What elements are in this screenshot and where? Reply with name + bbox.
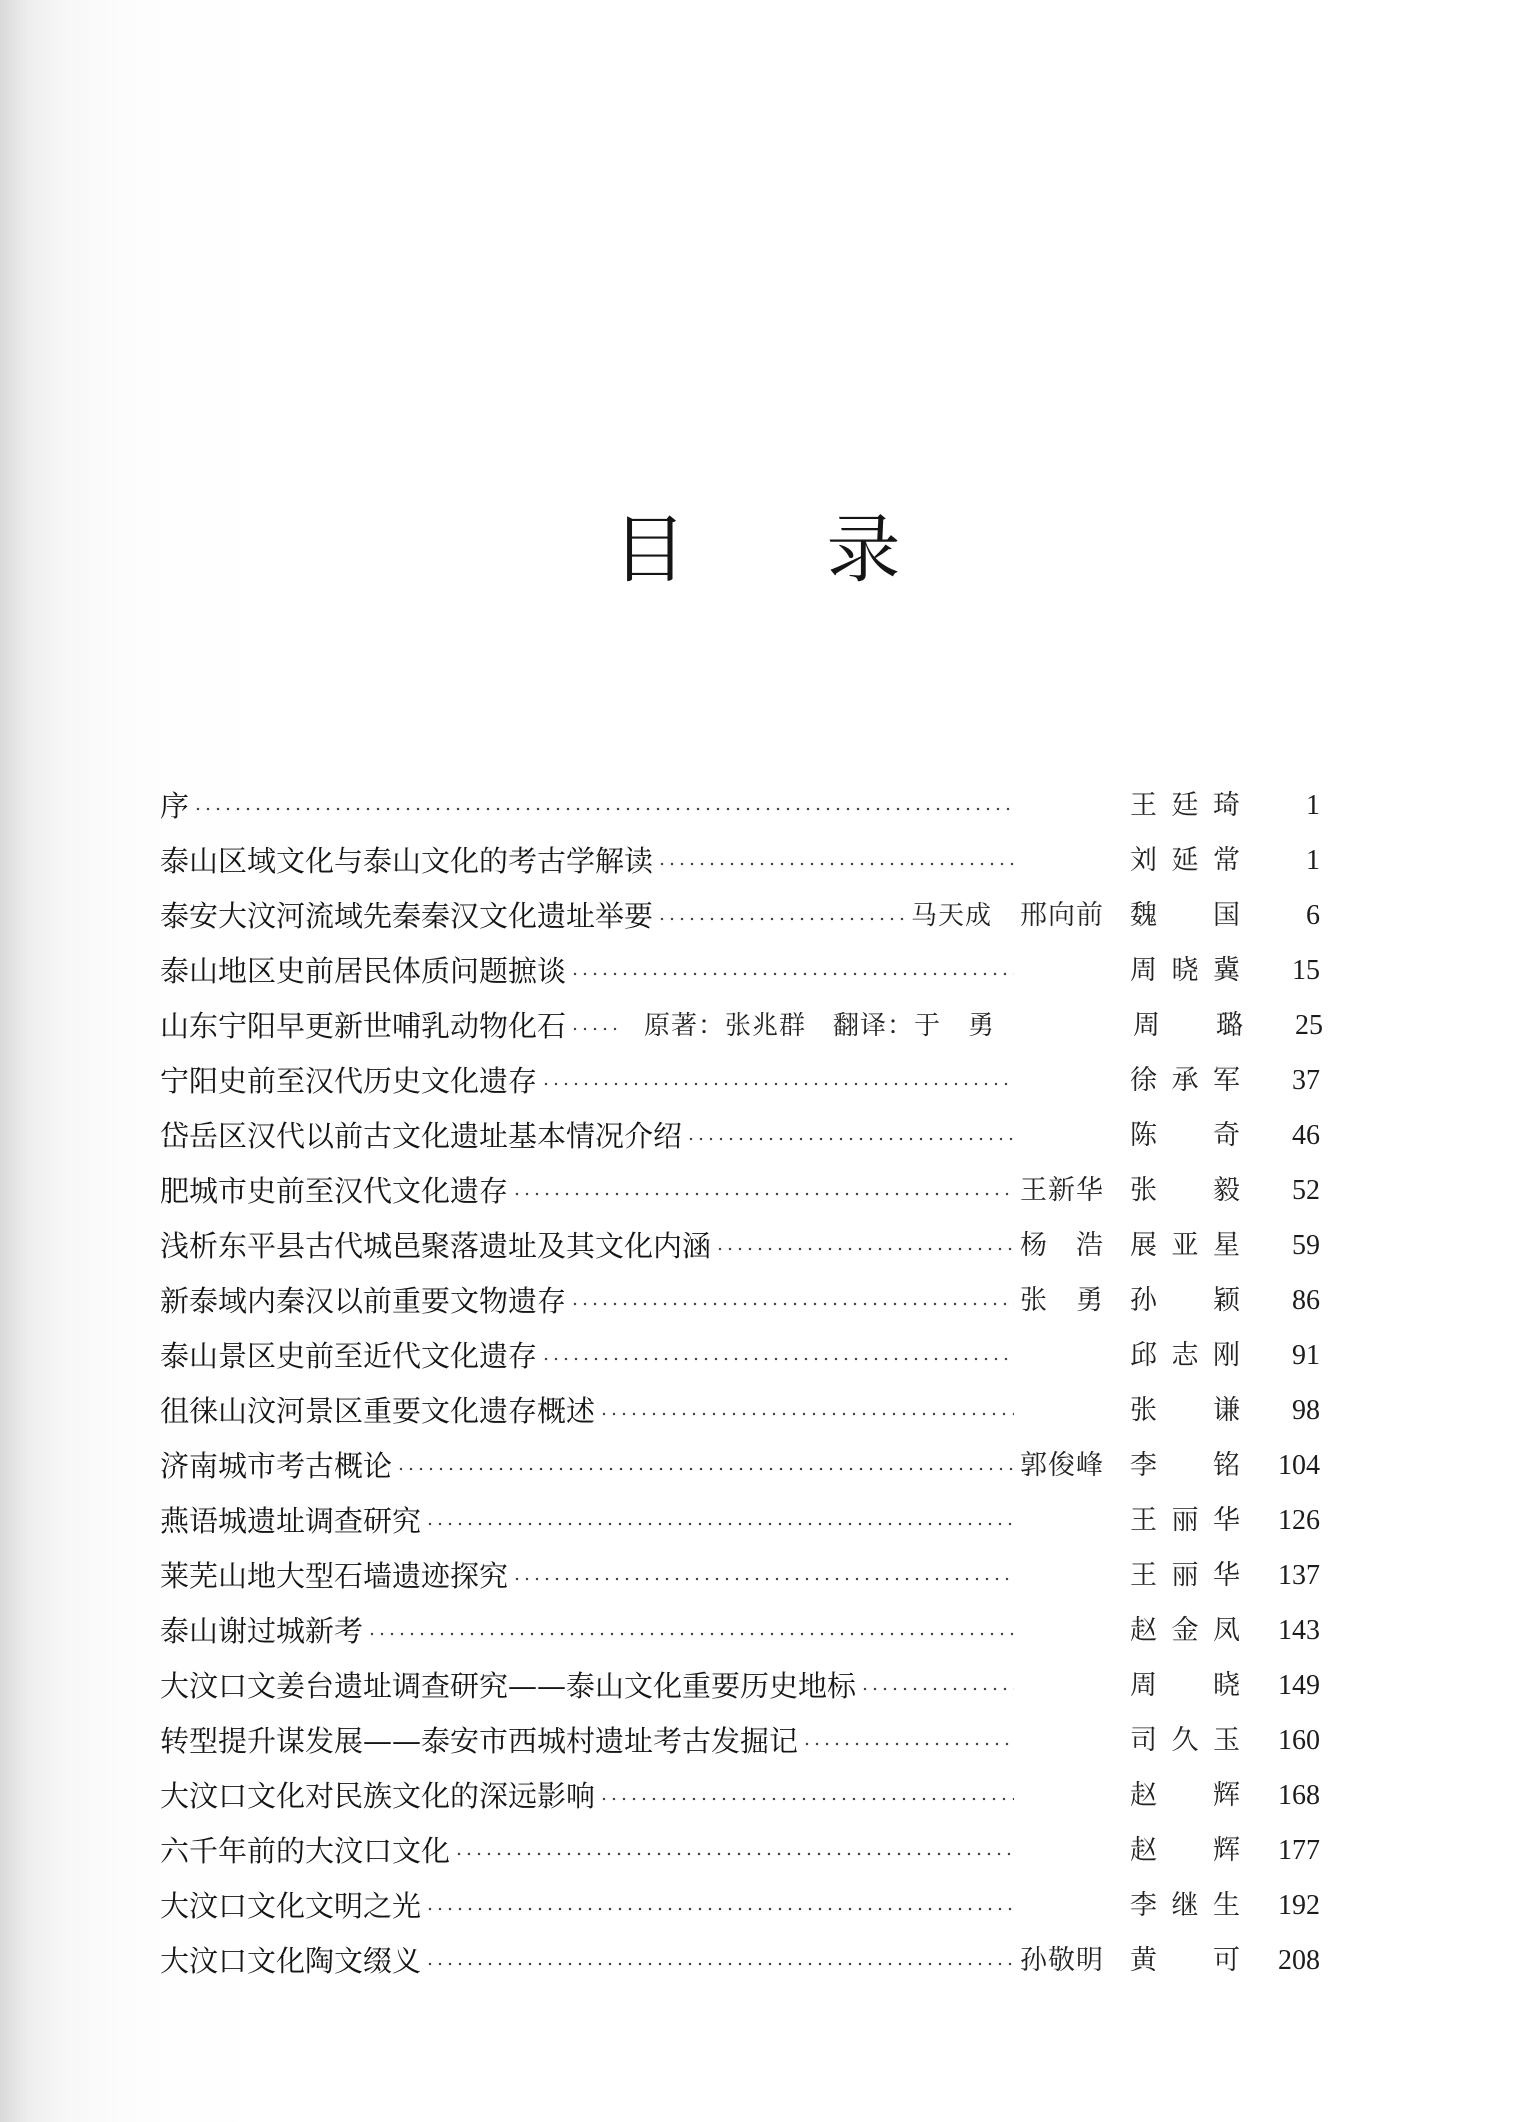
entry-second-author: 孙敬明 <box>1020 1944 1104 1976</box>
entry-page-number: 37 <box>1292 1064 1320 1096</box>
entry-page-number: 25 <box>1295 1009 1324 1041</box>
entry-author: 张 毅 <box>1130 1174 1240 1206</box>
leader-dots <box>512 1192 1014 1196</box>
table-of-contents <box>160 778 1324 1988</box>
entry-author: 李继生 <box>1130 1889 1240 1921</box>
entry-author: 王廷琦 <box>1130 789 1240 821</box>
entry-author: 展亚星 <box>1130 1229 1240 1261</box>
toc-entry <box>160 1163 1320 1218</box>
entry-title: 泰山地区史前居民体质问题摭谈 <box>160 953 567 988</box>
entry-author: 徐承军 <box>1130 1064 1240 1096</box>
entry-author: 邱志刚 <box>1130 1339 1240 1371</box>
entry-page-number: 98 <box>1292 1394 1320 1426</box>
entry-title: 莱芜山地大型石墙遗迹探究 <box>160 1558 509 1593</box>
toc-entry <box>160 833 1320 888</box>
toc-heading: 目录 <box>612 506 1041 593</box>
entry-title: 浅析东平县古代城邑聚落遗址及其文化内涵 <box>160 1228 712 1263</box>
entry-coauthor-note: 马天成 <box>910 900 992 931</box>
entry-title: 山东宁阳早更新世哺乳动物化石 <box>160 1008 567 1043</box>
entry-page-number: 46 <box>1292 1119 1320 1151</box>
entry-author: 陈 奇 <box>1130 1119 1240 1151</box>
entry-page-number: 1 <box>1306 844 1320 876</box>
entry-author: 周晓冀 <box>1130 954 1240 986</box>
entry-title: 大汶口文化文明之光 <box>160 1888 422 1923</box>
toc-entry <box>160 1658 1320 1713</box>
entry-page-number: 6 <box>1306 899 1320 931</box>
entry-author: 赵 辉 <box>1130 1779 1240 1811</box>
entry-page-number: 137 <box>1278 1559 1320 1591</box>
leader-dots <box>657 917 905 921</box>
toc-entry <box>160 1603 1320 1658</box>
entry-title: 大汶口文化陶文缀义 <box>160 1943 422 1978</box>
entry-second-author: 郭俊峰 <box>1020 1449 1104 1481</box>
entry-title: 岱岳区汉代以前古文化遗址基本情况介绍 <box>160 1118 683 1153</box>
entry-second-author: 王新华 <box>1020 1174 1104 1206</box>
entry-page-number: 59 <box>1292 1229 1320 1261</box>
entry-page-number: 208 <box>1278 1944 1320 1976</box>
entry-author: 李 铭 <box>1130 1449 1240 1481</box>
leader-dots <box>802 1742 1014 1746</box>
entry-page-number: 149 <box>1278 1669 1320 1701</box>
leader-dots <box>570 972 1014 976</box>
leader-dots <box>599 1797 1014 1801</box>
entry-title: 泰山景区史前至近代文化遗存 <box>160 1338 538 1373</box>
entry-title: 新泰域内秦汉以前重要文物遗存 <box>160 1283 567 1318</box>
toc-entry <box>160 1493 1320 1548</box>
entry-author: 王丽华 <box>1130 1504 1240 1536</box>
entry-title: 宁阳史前至汉代历史文化遗存 <box>160 1063 538 1098</box>
leader-dots <box>570 1302 1014 1306</box>
entry-title: 大汶口文姜台遗址调查研究——泰山文化重要历史地标 <box>160 1668 857 1703</box>
entry-author: 王丽华 <box>1130 1559 1240 1591</box>
entry-author: 周 晓 <box>1130 1669 1240 1701</box>
toc-entry <box>160 1548 1320 1603</box>
toc-entry <box>160 1218 1320 1273</box>
entry-page-number: 86 <box>1292 1284 1320 1316</box>
entry-title: 六千年前的大汶口文化 <box>160 1833 451 1868</box>
entry-author: 张 谦 <box>1130 1394 1240 1426</box>
leader-dots <box>396 1467 1014 1471</box>
leader-dots <box>570 1027 620 1031</box>
leader-dots <box>425 1962 1014 1966</box>
leader-dots <box>425 1907 1014 1911</box>
entry-page-number: 52 <box>1292 1174 1320 1206</box>
entry-coauthor-note: 原著：张兆群 翻译：于 勇 <box>644 1010 996 1041</box>
entry-author: 刘延常 <box>1130 844 1240 876</box>
entry-title: 泰山谢过城新考 <box>160 1613 364 1648</box>
entry-author: 孙 颖 <box>1130 1284 1240 1316</box>
entry-page-number: 168 <box>1278 1779 1320 1811</box>
leader-dots <box>657 862 1014 866</box>
entry-page-number: 104 <box>1278 1449 1320 1481</box>
toc-entry <box>160 1108 1320 1163</box>
entry-author: 黄 可 <box>1130 1944 1240 1976</box>
entry-page-number: 160 <box>1278 1724 1320 1756</box>
leader-dots <box>541 1357 1014 1361</box>
leader-dots <box>454 1852 1014 1856</box>
toc-entry <box>160 1438 1320 1493</box>
toc-entry <box>160 1383 1320 1438</box>
entry-title: 转型提升谋发展——泰安市西城村遗址考古发掘记 <box>160 1723 799 1758</box>
entry-page-number: 91 <box>1292 1339 1320 1371</box>
entry-page-number: 15 <box>1292 954 1320 986</box>
toc-entry <box>160 1713 1320 1768</box>
leader-dots <box>512 1577 1014 1581</box>
entry-author: 赵金凤 <box>1130 1614 1240 1646</box>
leader-dots <box>860 1687 1014 1691</box>
toc-entry <box>160 888 1320 943</box>
entry-title: 泰山区域文化与泰山文化的考古学解读 <box>160 843 654 878</box>
toc-entry <box>160 1823 1320 1878</box>
leader-dots <box>193 807 1014 811</box>
entry-second-author: 邢向前 <box>1020 899 1104 931</box>
leader-dots <box>367 1632 1014 1636</box>
toc-entry <box>160 778 1320 833</box>
leader-dots <box>425 1522 1014 1526</box>
leader-dots <box>686 1137 1014 1141</box>
entry-author: 周 璐 <box>1133 1009 1244 1041</box>
entry-title: 济南城市考古概论 <box>160 1448 393 1483</box>
toc-entry <box>160 1328 1320 1383</box>
entry-page-number: 143 <box>1278 1614 1320 1646</box>
toc-entry <box>160 1878 1320 1933</box>
entry-title: 大汶口文化对民族文化的深远影响 <box>160 1778 596 1813</box>
entry-second-author: 张 勇 <box>1020 1284 1104 1316</box>
entry-author: 魏 国 <box>1130 899 1240 931</box>
toc-entry <box>160 1768 1320 1823</box>
leader-dots <box>599 1412 1014 1416</box>
toc-entry <box>160 943 1320 998</box>
entry-page-number: 1 <box>1306 789 1320 821</box>
leader-dots <box>541 1082 1014 1086</box>
entry-title: 泰安大汶河流域先秦秦汉文化遗址举要 <box>160 898 654 933</box>
entry-title: 序 <box>160 788 190 823</box>
entry-title: 肥城市史前至汉代文化遗存 <box>160 1173 509 1208</box>
toc-entry <box>160 1053 1320 1108</box>
entry-page-number: 192 <box>1278 1889 1320 1921</box>
entry-page-number: 126 <box>1278 1504 1320 1536</box>
entry-title: 徂徕山汶河景区重要文化遗存概述 <box>160 1393 596 1428</box>
entry-page-number: 177 <box>1278 1834 1320 1866</box>
entry-title: 燕语城遗址调查研究 <box>160 1503 422 1538</box>
entry-second-author: 杨 浩 <box>1020 1229 1104 1261</box>
toc-entry <box>160 1273 1320 1328</box>
toc-entry <box>160 1933 1320 1988</box>
leader-dots <box>715 1247 1014 1251</box>
entry-author: 司久玉 <box>1130 1724 1240 1756</box>
toc-entry <box>160 998 1324 1053</box>
entry-author: 赵 辉 <box>1130 1834 1240 1866</box>
